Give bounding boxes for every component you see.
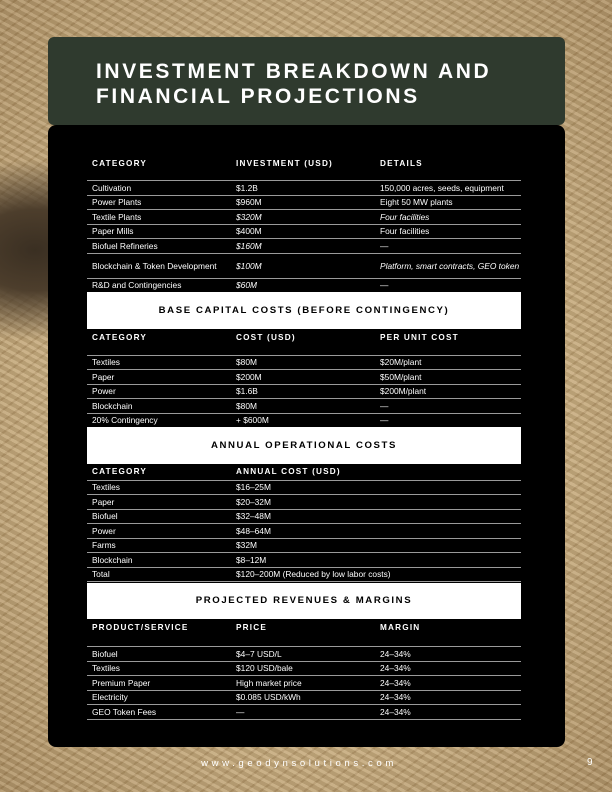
table-cell: 20% Contingency [92, 414, 158, 425]
table-cell: 24–34% [380, 648, 411, 659]
table-cell: 150,000 acres, seeds, equipment [380, 182, 504, 193]
table-row [87, 181, 521, 196]
table-cell: High market price [236, 677, 302, 688]
table-row [87, 662, 521, 677]
table-cell: Four facilities [380, 226, 430, 237]
table-row [87, 691, 521, 706]
table-cell: Cultivation [92, 182, 132, 193]
table-cell: GEO Token Fees [92, 706, 157, 717]
table-cell: — [380, 400, 389, 411]
table-row [87, 510, 521, 525]
table-cell: $200M/plant [380, 386, 427, 397]
table-cell: Biofuel [92, 511, 118, 522]
column-header: PRODUCT/SERVICE [92, 623, 189, 632]
table-row [87, 279, 521, 291]
table-cell: $20–32M [236, 496, 271, 507]
table-cell: $20M/plant [380, 357, 422, 368]
table-row [87, 225, 521, 240]
table-cell: 24–34% [380, 663, 411, 674]
table-cell: 24–34% [380, 677, 411, 688]
column-header: COST (USD) [236, 332, 296, 342]
column-header: MARGIN [380, 623, 421, 632]
table-cell: — [380, 240, 389, 251]
table-row [87, 370, 521, 385]
table-cell: Paper Mills [92, 226, 134, 237]
page-title: INVESTMENT BREAKDOWN AND FINANCIAL PROJECTIONS [96, 60, 492, 108]
investment-table [87, 150, 521, 291]
table-cell: Total [92, 569, 110, 580]
column-header: PER UNIT COST [380, 332, 459, 342]
table-row [87, 399, 521, 414]
operational-table [87, 464, 521, 583]
table-cell: Eight 50 MW plants [380, 197, 453, 208]
table-cell: 24–34% [380, 692, 411, 703]
table-cell: — [380, 279, 389, 290]
table-cell: Farms [92, 540, 116, 551]
table-row [87, 196, 521, 211]
table-cell: $0.085 USD/kWh [236, 692, 301, 703]
table-row [87, 481, 521, 496]
table-cell: $8–12M [236, 554, 267, 565]
table-cell: Textiles [92, 357, 120, 368]
operational-header-row [87, 464, 521, 481]
table-row [87, 647, 521, 662]
column-header: ANNUAL COST (USD) [236, 466, 341, 476]
table-row [87, 239, 521, 254]
table-cell: Power [92, 525, 116, 536]
table-cell: $50M/plant [380, 371, 422, 382]
table-row [87, 210, 521, 225]
table-cell: Power [92, 386, 116, 397]
table-cell: $400M [236, 226, 262, 237]
column-header: CATEGORY [92, 466, 148, 476]
column-header: CATEGORY [92, 159, 148, 168]
table-cell: $200M [236, 371, 262, 382]
table-cell: $1.6B [236, 386, 258, 397]
table-cell: $160M [236, 240, 262, 251]
table-cell: Textiles [92, 663, 120, 674]
table-cell: $60M [236, 279, 257, 290]
table-cell: Platform, smart contracts, GEO token [380, 260, 520, 271]
table-row [87, 356, 521, 371]
table-cell: Textile Plants [92, 211, 142, 222]
table-cell: Blockchain [92, 554, 133, 565]
table-cell: + $600M [236, 414, 269, 425]
investment-header-row [87, 150, 521, 181]
table-row [87, 705, 521, 720]
table-cell: — [380, 414, 389, 425]
table-cell: $80M [236, 357, 257, 368]
table-row [87, 676, 521, 691]
tables-container [87, 150, 521, 720]
table-cell: Biofuel Refineries [92, 240, 158, 251]
table-row [87, 553, 521, 568]
column-header: PRICE [236, 623, 268, 632]
table-row [87, 524, 521, 539]
table-cell: 24–34% [380, 706, 411, 717]
table-row [87, 495, 521, 510]
table-cell: Blockchain [92, 400, 133, 411]
section-band-operational: ANNUAL OPERATIONAL COSTS [87, 427, 521, 464]
table-cell: $960M [236, 197, 262, 208]
table-cell: Textiles [92, 482, 120, 493]
table-cell: $32–48M [236, 511, 271, 522]
base-capital-table [87, 329, 521, 426]
table-cell: $120–200M (Reduced by low labor costs) [236, 569, 391, 580]
table-cell: Four facilities [380, 211, 430, 222]
table-cell: Premium Paper [92, 677, 151, 688]
table-row [87, 254, 521, 279]
base-capital-header-row [87, 329, 521, 356]
revenues-header-row [87, 619, 521, 647]
table-cell: Paper [92, 371, 115, 382]
table-cell: Power Plants [92, 197, 142, 208]
table-cell: $1.2B [236, 182, 258, 193]
table-cell: R&D and Contingencies [92, 279, 182, 290]
column-header: DETAILS [380, 159, 423, 168]
table-row [87, 568, 521, 583]
table-cell: $100M [236, 260, 262, 271]
table-cell: $16–25M [236, 482, 271, 493]
table-cell: Paper [92, 496, 115, 507]
table-row [87, 414, 521, 426]
column-header: CATEGORY [92, 332, 148, 342]
table-row [87, 385, 521, 400]
table-row [87, 539, 521, 554]
table-cell: $32M [236, 540, 257, 551]
table-cell: Electricity [92, 692, 128, 703]
table-cell: $4–7 USD/L [236, 648, 282, 659]
table-cell: Blockchain & Token Development [92, 260, 217, 271]
section-band-base-capital: BASE CAPITAL COSTS (BEFORE CONTINGENCY) [87, 292, 521, 329]
table-cell: — [236, 706, 245, 717]
section-band-revenues: PROJECTED REVENUES & MARGINS [87, 583, 521, 619]
revenues-table [87, 619, 521, 720]
table-cell: $120 USD/bale [236, 663, 293, 674]
column-header: INVESTMENT (USD) [236, 159, 333, 168]
table-cell: Biofuel [92, 648, 118, 659]
table-cell: $80M [236, 400, 257, 411]
table-cell: $48–64M [236, 525, 271, 536]
page-number: 9 [587, 757, 593, 768]
footer-url[interactable]: www.geodynsolutions.com [201, 758, 397, 769]
table-cell: $320M [236, 211, 262, 222]
